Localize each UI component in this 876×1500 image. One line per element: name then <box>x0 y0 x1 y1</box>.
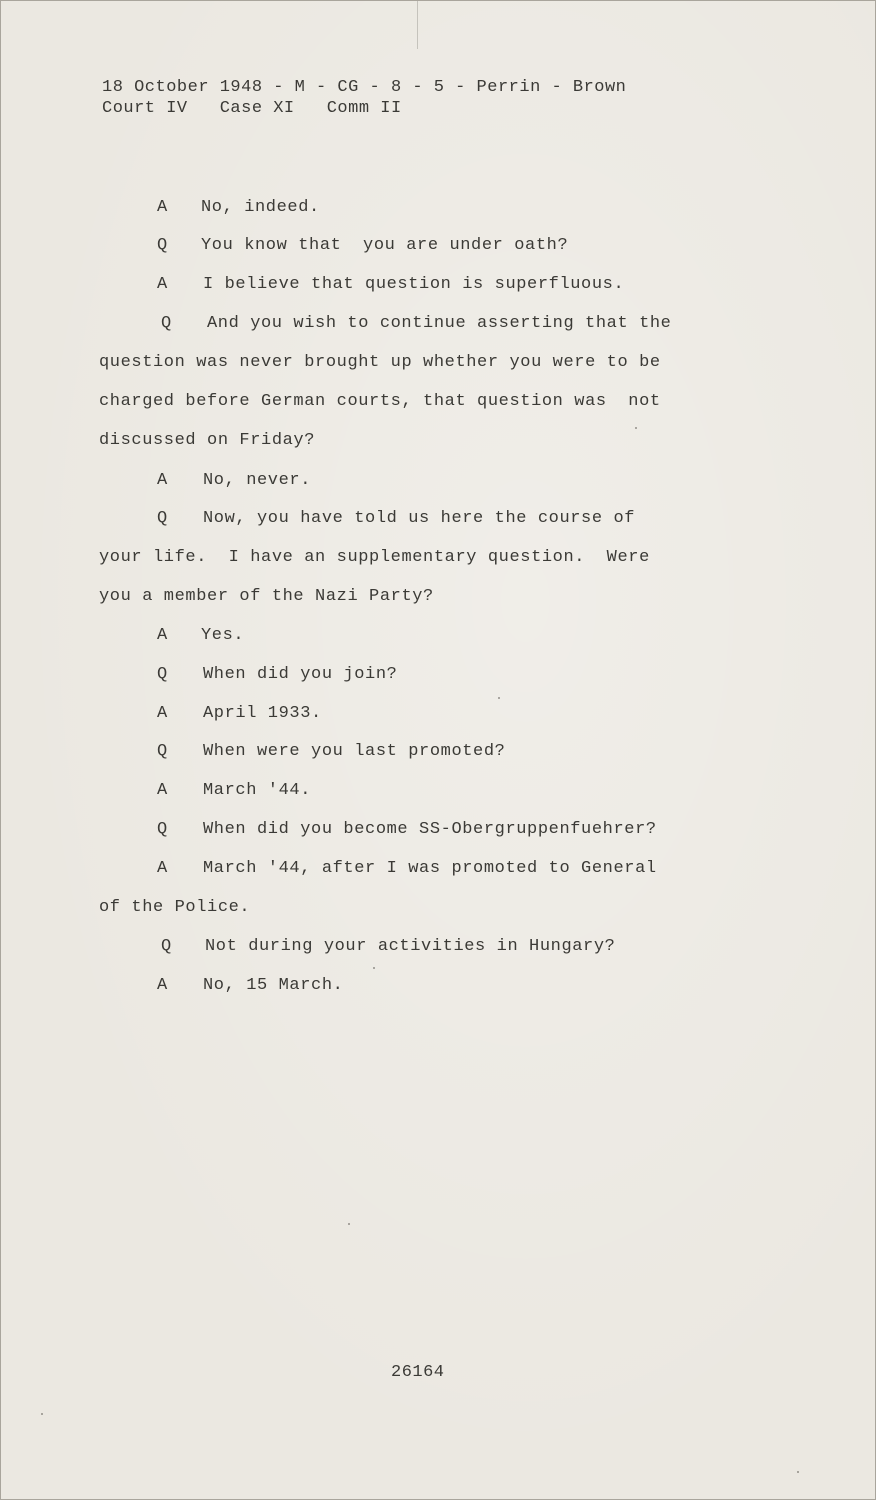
question-line: And you wish to continue asserting that the <box>207 314 672 333</box>
speaker-label: A <box>157 704 168 723</box>
paper-speck <box>41 1413 43 1415</box>
paper-speck <box>348 1223 350 1225</box>
question-line: You know that you are under oath? <box>201 236 569 255</box>
speaker-label: Q <box>161 937 172 956</box>
header-date-line: 18 October 1948 - M - CG - 8 - 5 - Perrin - Brown <box>102 78 627 97</box>
speaker-label: A <box>157 471 168 490</box>
speaker-label: A <box>157 976 168 995</box>
paper-speck <box>498 697 500 699</box>
speaker-label: A <box>157 275 168 294</box>
page-number: 26164 <box>391 1363 445 1382</box>
answer-line: No, never. <box>203 471 312 490</box>
answer-line: of the Police. <box>99 898 251 917</box>
answer-line: I believe that question is superfluous. <box>203 275 625 294</box>
speaker-label: Q <box>157 742 168 761</box>
question-line: discussed on Friday? <box>99 431 316 450</box>
question-line: question was never brought up whether you were to be <box>99 353 661 372</box>
speaker-label: Q <box>157 509 168 528</box>
paper-speck <box>797 1471 799 1473</box>
speaker-label: Q <box>157 665 168 684</box>
speaker-label: A <box>157 781 168 800</box>
speaker-label: A <box>157 859 168 878</box>
speaker-label: Q <box>157 820 168 839</box>
speaker-label: A <box>157 198 168 217</box>
speaker-label: A <box>157 626 168 645</box>
paper-speck <box>635 427 637 429</box>
answer-line: March '44, after I was promoted to General <box>203 859 657 878</box>
question-line: charged before German courts, that question was not <box>99 392 661 411</box>
question-line: When did you become SS-Obergruppenfuehrer? <box>203 820 657 839</box>
answer-line: Yes. <box>201 626 245 645</box>
speaker-label: Q <box>161 314 172 333</box>
speaker-label: Q <box>157 236 168 255</box>
answer-line: April 1933. <box>203 704 322 723</box>
question-line: Now, you have told us here the course of <box>203 509 636 528</box>
question-line: When were you last promoted? <box>203 742 506 761</box>
paper-speck <box>373 967 375 969</box>
answer-line: No, indeed. <box>201 198 320 217</box>
paper-crease <box>417 1 418 49</box>
answer-line: March '44. <box>203 781 312 800</box>
question-line: you a member of the Nazi Party? <box>99 587 434 606</box>
question-line: your life. I have an supplementary question. Were <box>99 548 650 567</box>
question-line: Not during your activities in Hungary? <box>205 937 616 956</box>
answer-line: No, 15 March. <box>203 976 344 995</box>
header-court-line: Court IV Case XI Comm II <box>102 99 402 118</box>
question-line: When did you join? <box>203 665 398 684</box>
